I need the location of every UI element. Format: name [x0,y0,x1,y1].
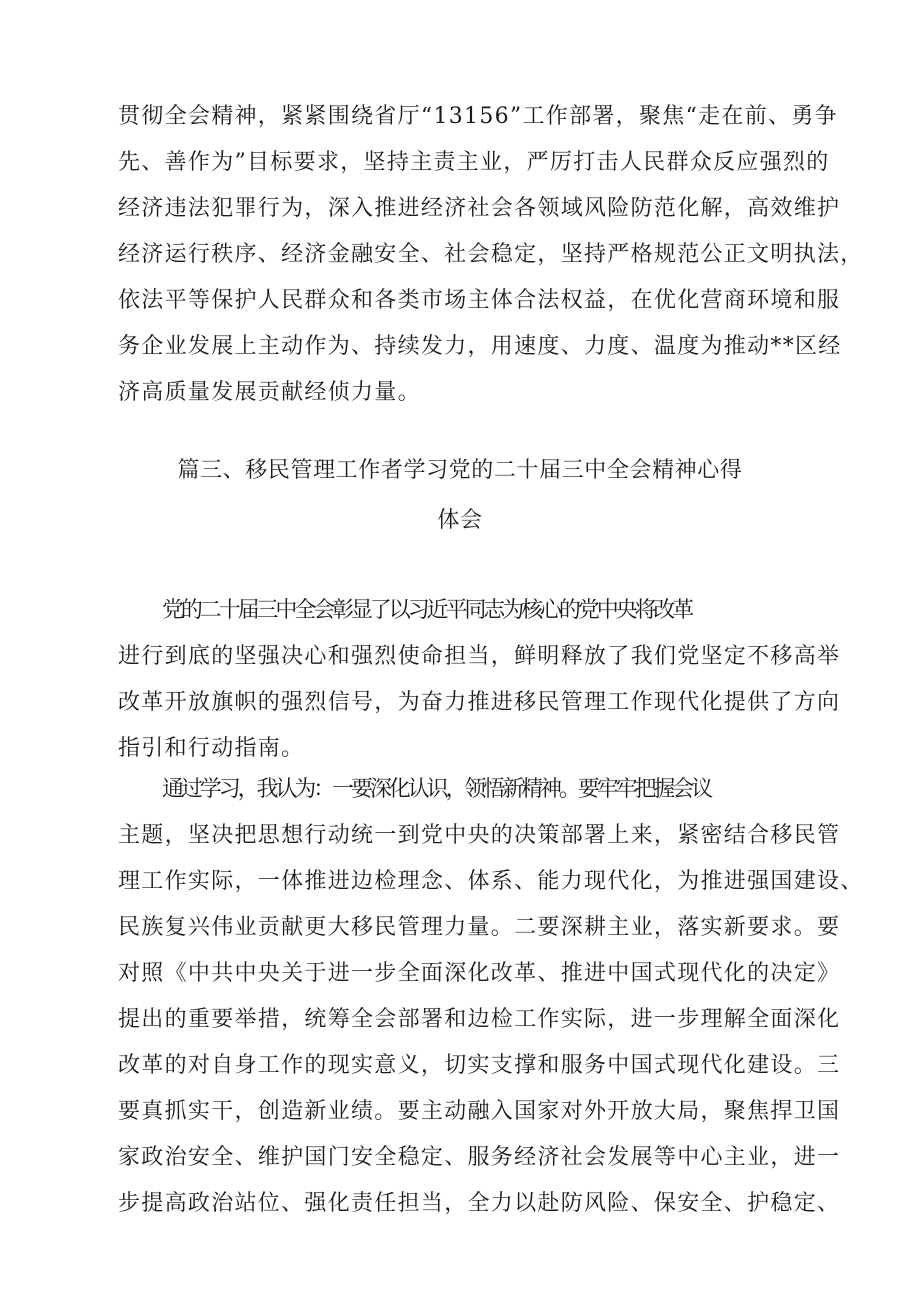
text-line: 经济违法犯罪行为，深入推进经济社会各领域风险防范化解，高效维护 [118,196,841,221]
text-line: 依法平等保护人民群众和各类市场主体合法权益，在优化营商环境和服 [118,288,841,313]
text-line: 改革的对自身工作的现实意义，切实支撑和服务中国式现代化建设。三 [118,1053,841,1078]
text-line: 济高质量发展贡献经侦力量。 [118,380,421,405]
text-line: 通过学习，我认为：一要深化认识，领悟新精神。要牢牢把握会议 [162,777,711,802]
text-line: 理工作实际，一体推进边检理念、体系、能力现代化，为推进强国建设、 [118,869,864,894]
text-line: 务企业发展上主动作为、持续发力，用速度、力度、温度为推动**区经 [118,334,842,359]
text-line: 党的二十届三中全会彰显了以习近平同志为核心的党中央将改革 [162,598,692,623]
text-line: 进行到底的坚强决心和强烈使命担当，鲜明释放了我们党坚定不移高举 [118,644,841,669]
text-line: 主题，坚决把思想行动统一到党中央的决策部署上来，紧密结合移民管 [118,823,841,848]
text-line: 改革开放旗帜的强烈信号，为奋力推进移民管理工作现代化提供了方向 [118,690,841,715]
text-line: 要真抓实干，创造新业绩。要主动融入国家对外开放大局，聚焦捍卫国 [118,1099,841,1124]
text-line: 对照《中共中央关于进一步全面深化改革、推进中国式现代化的决定》 [118,961,841,986]
text-line: 经济运行秩序、经济金融安全、社会稳定，坚持严格规范公正文明执法， [118,242,864,267]
text-line: 指引和行动指南。 [118,736,305,761]
text-line: 贯彻全会精神，紧紧围绕省厅“13156”工作部署，聚焦“走在前、勇争 [118,104,838,129]
section-heading-line-2: 体会 [437,508,483,533]
text-line: 民族复兴伟业贡献更大移民管理力量。二要深耕主业，落实新要求。要 [118,915,841,940]
text-line: 先、善作为”目标要求，坚持主责主业，严厉打击人民群众反应强烈的 [118,150,830,175]
text-line: 提出的重要举措，统筹全会部署和边检工作实际，进一步理解全面深化 [118,1007,841,1032]
section-heading-line-1: 篇三、移民管理工作者学习党的二十届三中全会精神心得 [177,458,743,483]
text-line: 家政治安全、维护国门安全稳定、服务经济社会发展等中心主业，进一 [118,1145,841,1170]
text-line: 步提高政治站位、强化责任担当，全力以赴防风险、保安全、护稳定、 [118,1191,841,1216]
